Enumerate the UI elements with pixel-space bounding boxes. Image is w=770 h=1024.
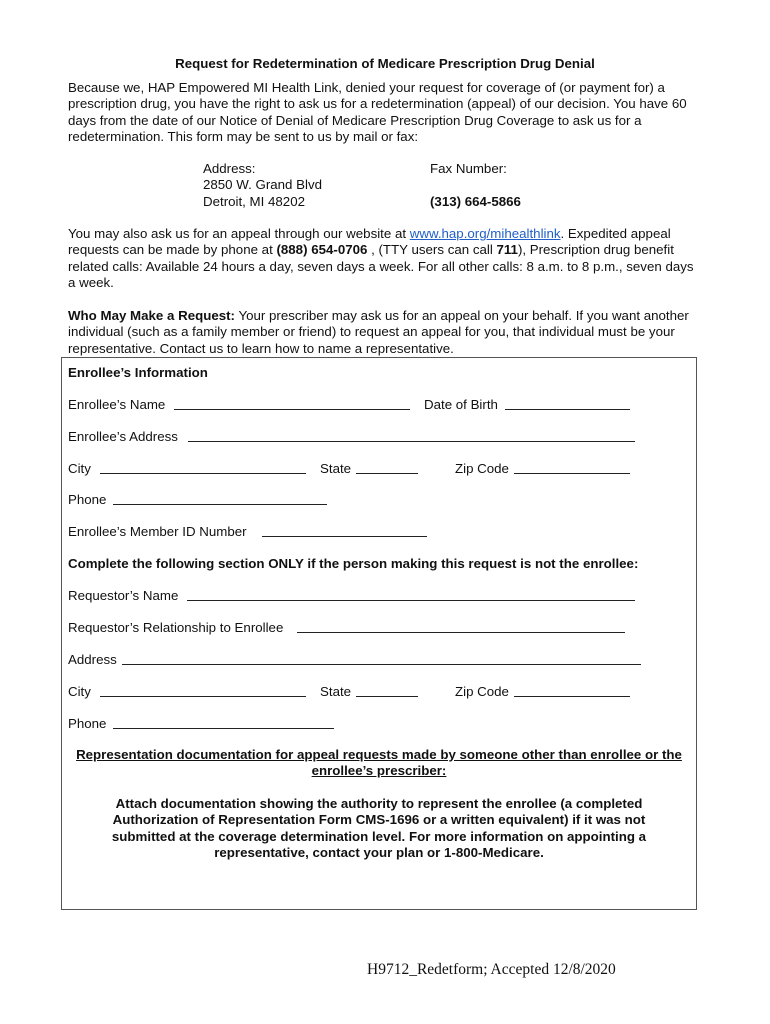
- relationship-label: Requestor’s Relationship to Enrollee: [68, 620, 284, 635]
- website-link[interactable]: www.hap.org/mihealthlink: [409, 226, 561, 241]
- enrollee-state-field[interactable]: [356, 473, 418, 474]
- enrollee-address-field[interactable]: [188, 441, 635, 442]
- relationship-field[interactable]: [297, 632, 625, 633]
- enrollee-phone-field[interactable]: [113, 504, 327, 505]
- form-footer: H9712_Redetform; Accepted 12/8/2020: [367, 961, 616, 978]
- appeal-text-2: . Expedited appeal requests can be made by phone at: [68, 226, 671, 258]
- fax-block: [430, 161, 521, 210]
- dob-field[interactable]: [505, 409, 630, 410]
- requestor-state-label: State: [320, 684, 352, 699]
- member-id-label: Enrollee’s Member ID Number: [68, 524, 247, 539]
- requestor-heading: Complete the following section ONLY if the person making this request is not the enrollee:: [68, 556, 639, 571]
- dob-label: Date of Birth: [424, 397, 498, 412]
- enrollee-name-label: Enrollee’s Name: [68, 397, 166, 412]
- address-line-2: Detroit, MI 48202: [203, 193, 305, 209]
- enrollee-city-field[interactable]: [100, 473, 306, 474]
- member-id-field[interactable]: [262, 536, 427, 537]
- enrollee-state-label: State: [320, 461, 352, 476]
- address-line-1: 2850 W. Grand Blvd: [203, 177, 322, 193]
- enrollee-city-label: City: [68, 461, 91, 476]
- representation-heading: Representation documentation for appeal requests made by someone other than enrollee or the enrollee’s prescriber:: [76, 747, 682, 779]
- fax-label: Fax Number:: [430, 161, 507, 176]
- requestor-phone-label: Phone: [68, 716, 107, 731]
- mailing-address: [203, 161, 322, 210]
- requestor-name-label: Requestor’s Name: [68, 588, 179, 603]
- requestor-zip-label: Zip Code: [455, 684, 509, 699]
- appeal-paragraph: [68, 226, 698, 292]
- enrollee-address-label: Enrollee’s Address: [68, 429, 178, 444]
- fax-number: (313) 664-5866: [430, 193, 521, 209]
- enrollee-zip-field[interactable]: [514, 473, 630, 474]
- enrollee-heading: Enrollee’s Information: [68, 365, 208, 380]
- tty-number: 711: [496, 242, 518, 258]
- who-paragraph: [68, 308, 698, 357]
- enrollee-zip-label: Zip Code: [455, 461, 509, 476]
- page-title: Request for Redetermination of Medicare Prescription Drug Denial: [175, 56, 595, 71]
- intro-paragraph: Because we, HAP Empowered MI Health Link, denied your request for coverage of (or payment for) a prescription drug, you have the right to ask us for a redetermination (appeal) of our decision. You have 60 days from the date of our Notice of Denial of Medicare Prescription Drug Coverage to ask us for a redetermination. This form may be sent to us by mail or fax:: [68, 80, 687, 145]
- requestor-zip-field[interactable]: [514, 696, 630, 697]
- who-heading: Who May Make a Request:: [68, 308, 235, 323]
- address-label: Address:: [203, 161, 256, 176]
- requestor-city-field[interactable]: [100, 696, 306, 697]
- requestor-state-field[interactable]: [356, 696, 418, 697]
- requestor-address-field[interactable]: [122, 664, 641, 665]
- requestor-address-label: Address: [68, 652, 117, 667]
- appeal-text-3: , (TTY users can call: [367, 242, 497, 258]
- enrollee-name-field[interactable]: [174, 409, 410, 410]
- appeal-text-4: ), Prescription drug benefit related calls: Available 24 hours a day, seven days a week. For all other calls: 8 a.m. to 8 p.m., seven days a week.: [68, 242, 694, 291]
- requestor-name-field[interactable]: [187, 600, 635, 601]
- appeal-text-1: You may also ask us for an appeal through our website at: [68, 226, 410, 241]
- appeal-phone: (888) 654-0706: [276, 242, 368, 258]
- requestor-city-label: City: [68, 684, 91, 699]
- enrollee-phone-label: Phone: [68, 492, 107, 507]
- requestor-phone-field[interactable]: [113, 728, 334, 729]
- who-text: Your prescriber may ask us for an appeal on your behalf. If you want another individual (such as a family member or friend) to request an appeal for you, that individual must be your representative. Contact us to learn how to name a representative.: [68, 308, 689, 356]
- representation-text: Attach documentation showing the authority to represent the enrollee (a completed Authorization of Representation Form CMS-1696 or a written equivalent) if it was not submitted at the coverage determination level. For more information on appointing a representative, contact your plan or 1-800-Medicare.: [111, 796, 647, 861]
